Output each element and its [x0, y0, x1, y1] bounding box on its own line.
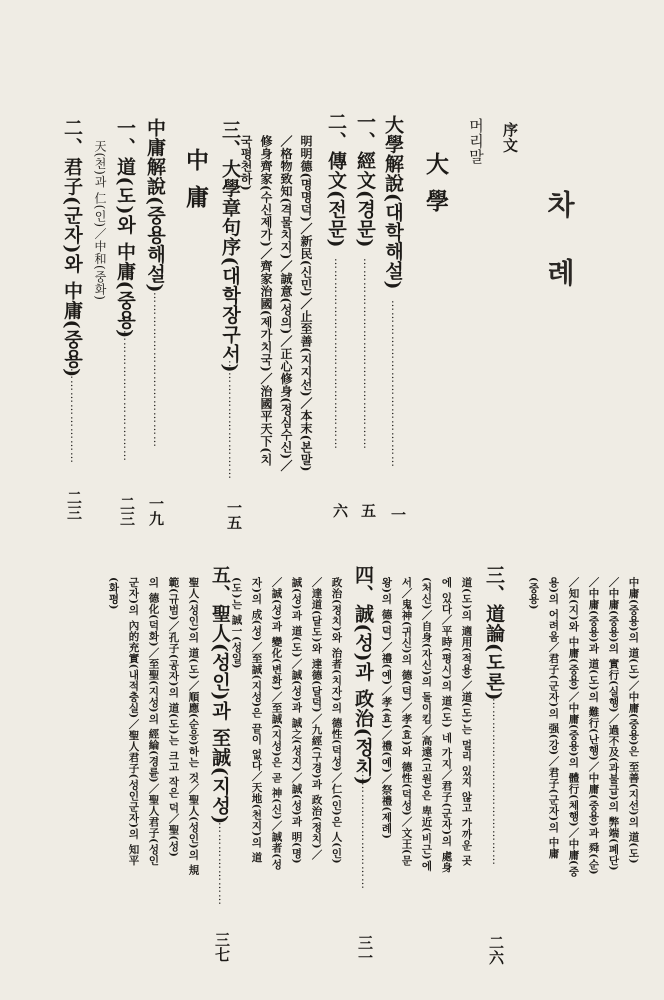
daxue-ch2-subtopics-3: 修身齊家(수신제가)／齊家治國(제가치국)／治國平天下(치 [259, 135, 273, 466]
zhongyong-explain-entry[interactable]: 中庸解說(중용해설) [144, 118, 166, 293]
zhongyong-ch2-subtopics-6: (중용) [527, 577, 540, 610]
page-number: 一五 [225, 500, 243, 530]
zhongyong-ch4-subtopics-4: ／誠(성)과 變化(변화)／至誠(지성)은 곧 神(신)／誠者(성 [270, 577, 283, 870]
page-number: 二六 [487, 935, 505, 965]
zhongyong-ch2-subtopics-5: 용)의 어려움／君子(군자)의 强(강)／君子(군자)의 中庸 [547, 577, 560, 859]
zhongyong-ch1-entry[interactable]: 一、道(도)와 中庸(중용) [114, 118, 136, 339]
zhongyong-ch4-subtopics-2: ／達道(달도)와 達德(달덕)／九經(구경)과 政治(정치)／ [310, 577, 323, 861]
daxue-section-title: 大學 [422, 152, 449, 226]
dot-leader: ………………………………………… [332, 258, 345, 450]
zhongyong-ch4-subtopics-1: 政治(정치)와 治者(치자)의 德性(덕성)／仁(인)은 人(인) [330, 577, 343, 865]
dot-leader: ………………………………… [151, 292, 164, 448]
zhongyong-ch3-subtopics-1: 道(도)의 適用(적용)／道(도)는 멀리 있지 않고 가까운 곳 [460, 577, 473, 866]
zhongyong-ch4-subtopics-3: 誠(성)과 道(도)／誠(성)과 誠之(성지)／誠(성)과 明(명) [290, 577, 303, 865]
dot-leader: ………………………… [359, 770, 372, 890]
zhongyong-ch3-subtopics-2: 에 있다／平時(평시)의 道(도) 네 가지／君子(군자)의 處身 [440, 577, 453, 873]
zhongyong-ch3-subtopics-4: 서／鬼神(귀신)의 德(덕)／孝(효)와 德性(덕성)／文王(문 [400, 577, 413, 866]
page-number: 五 [359, 503, 377, 518]
toc-title-cha: 차 [543, 190, 576, 219]
page-number: 一 [389, 507, 407, 522]
dot-leader: ………………… [216, 822, 229, 906]
zhongyong-ch2-subtopics-1: 中庸(중용)의 道(도)／中庸(중용)은 至善(지선)의 道(도) [627, 577, 640, 865]
zhongyong-ch5-subtopics-3: 의 德化(덕화)／至聖(지성)의 經綸(경륜)／聖人君子(성인 [147, 577, 160, 866]
zhongyong-ch5-subtopics-2: 範(규범)／孔子(공자)의 道(도)는 크고 작은 덕／聖(성) [167, 577, 180, 858]
dot-leader: …………………………………… [490, 698, 503, 866]
dot-leader: …………………………… [121, 330, 134, 462]
page-number: 三一 [356, 935, 374, 965]
zhongyong-ch4-subtopics-6: (도)는 誠一(성일) [230, 577, 243, 670]
zhongyong-ch4-subtopics-5: 자)의 成(성)／至誠(지성)은 끝이 없다／天地(천지)의 道 [250, 577, 263, 863]
page-number: 二三 [118, 496, 136, 526]
zhongyong-ch2-entry[interactable]: 二、君子(군자)와 中庸(중용) [61, 118, 83, 378]
zhongyong-ch5-entry[interactable]: 五、聖人(성인)과 至誠(지성) [209, 565, 231, 825]
daxue-ch2-subtopics-1: 明明德(명명덕)／新民(신민)／止至善(지지선)／本末(본말) [299, 135, 313, 472]
zhongyong-ch5-subtopics-1: 聖人(성인)의 道(도)／順應(순응)하는 것／聖人(성인)의 規 [187, 577, 200, 876]
zhongyong-section-title: 中庸 [182, 148, 209, 222]
intro-entry[interactable]: 머리말 [467, 118, 485, 165]
dot-leader: ………………………… [226, 360, 239, 480]
daxue-ch1-entry[interactable]: 一、經文(경문) [354, 112, 376, 248]
page-number: 六 [331, 503, 349, 518]
dot-leader: …………………………………… [389, 300, 402, 468]
zhongyong-ch5-subtopics-5: (화평) [107, 577, 120, 610]
zhongyong-ch4-entry[interactable]: 四、誠(성)과 政治(정치) [352, 565, 374, 786]
page-number: 二三 [65, 490, 83, 520]
zhongyong-ch5-subtopics-4: 군자)의 內的充實(내적충실)／聖人君子(성인군자)의 知平 [127, 577, 140, 866]
zhongyong-ch2-subtopics-2: ／中庸(중용)의 實行(실행)／過不及(과불급)의 弊端(폐단) [607, 577, 620, 872]
daxue-ch2-subtopics-2: ／格物致知(격물치지)／誠意(성의)／正心修身(정심수신)／ [279, 135, 293, 473]
daxue-ch2-subtopics-4: 국평천하) [239, 135, 253, 192]
dot-leader: …………………… [68, 368, 81, 464]
toc-title-rye: 례 [543, 258, 576, 287]
daxue-explain-entry[interactable]: 大學解說(대학해설) [382, 115, 404, 290]
zhongyong-ch2-subtopics-4: ／知(지)와 中庸(중용)／中庸(중용)의 體行(체행)／中庸(중 [567, 577, 580, 877]
zhongyong-ch1-subtopics: 天(천)과 仁(인)／中和(중화) [93, 140, 107, 301]
preface-entry[interactable]: 序文 [501, 122, 519, 153]
zhongyong-ch3-subtopics-5: 왕)의 德(덕)／禮(예)／孝(효)／禮(예)／祭禮(제례) [380, 577, 393, 840]
page-number: 一九 [147, 496, 165, 526]
dot-leader: ………………………………………… [361, 258, 374, 450]
daxue-ch2-entry[interactable]: 二、傳文(전문) [325, 112, 347, 248]
page-number: 三七 [213, 932, 231, 962]
zhongyong-ch3-subtopics-3: (처신)／自身(자신)의 돌이킴／高遠(고원)은 卑近(비근)에 [420, 577, 433, 872]
zhongyong-ch3-entry[interactable]: 三、道論(도론) [483, 565, 505, 701]
daxue-ch3-entry[interactable]: 三、大學章句序(대학장구서) [219, 120, 241, 373]
zhongyong-ch2-subtopics-3: ／中庸(중용)과 道(도)의 難行(난행)／中庸(중용)과 舜(순) [587, 577, 600, 876]
